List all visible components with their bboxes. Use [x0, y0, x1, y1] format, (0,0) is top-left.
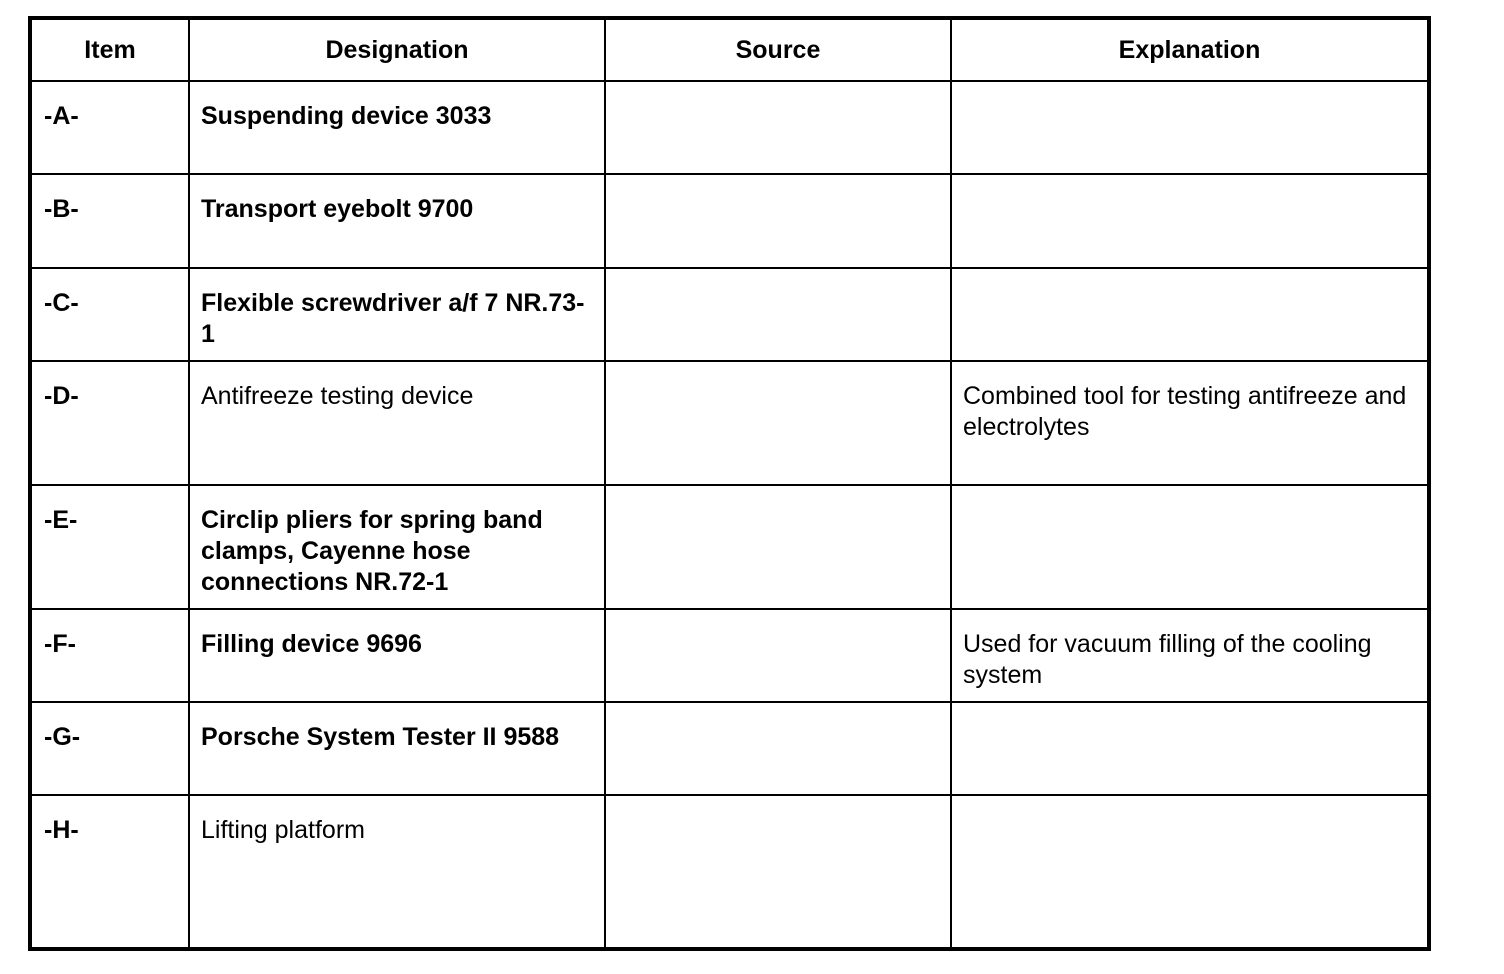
source-cell: [605, 795, 951, 949]
item-cell: -H-: [30, 795, 189, 949]
header-designation: Designation: [189, 18, 605, 81]
table-row: [30, 609, 1429, 702]
table-header: [30, 18, 1429, 81]
explanation-cell: [951, 702, 1429, 795]
table-row: [30, 361, 1429, 485]
source-cell: [605, 361, 951, 485]
item-cell: -B-: [30, 174, 189, 268]
designation-cell: Filling device 9696: [189, 609, 605, 702]
item-cell: -G-: [30, 702, 189, 795]
header-source: Source: [605, 18, 951, 81]
explanation-cell: [951, 485, 1429, 609]
item-cell: -F-: [30, 609, 189, 702]
source-cell: [605, 81, 951, 174]
designation-cell: Porsche System Tester II 9588: [189, 702, 605, 795]
explanation-cell: Used for vacuum filling of the cooling system: [951, 609, 1429, 702]
explanation-cell: [951, 174, 1429, 268]
source-cell: [605, 174, 951, 268]
table-row: [30, 81, 1429, 174]
table-row: [30, 485, 1429, 609]
header-row: [30, 18, 1429, 81]
designation-cell: Lifting platform: [189, 795, 605, 949]
table-row: [30, 174, 1429, 268]
source-cell: [605, 485, 951, 609]
tools-table: [28, 16, 1431, 951]
item-cell: -C-: [30, 268, 189, 361]
source-cell: [605, 702, 951, 795]
designation-cell: Flexible screwdriver a/f 7 NR.73-1: [189, 268, 605, 361]
designation-cell: Suspending device 3033: [189, 81, 605, 174]
header-item: Item: [30, 18, 189, 81]
item-cell: -E-: [30, 485, 189, 609]
explanation-cell: [951, 268, 1429, 361]
table-row: [30, 795, 1429, 949]
table-body: [30, 81, 1429, 949]
explanation-cell: [951, 81, 1429, 174]
designation-cell: Transport eyebolt 9700: [189, 174, 605, 268]
source-cell: [605, 609, 951, 702]
designation-cell: Circlip pliers for spring band clamps, Cayenne hose connections NR.72-1: [189, 485, 605, 609]
item-cell: -A-: [30, 81, 189, 174]
table-row: [30, 702, 1429, 795]
item-cell: -D-: [30, 361, 189, 485]
designation-cell: Antifreeze testing device: [189, 361, 605, 485]
explanation-cell: [951, 795, 1429, 949]
explanation-cell: Combined tool for testing antifreeze and electrolytes: [951, 361, 1429, 485]
table-row: [30, 268, 1429, 361]
header-explanation: Explanation: [951, 18, 1429, 81]
source-cell: [605, 268, 951, 361]
